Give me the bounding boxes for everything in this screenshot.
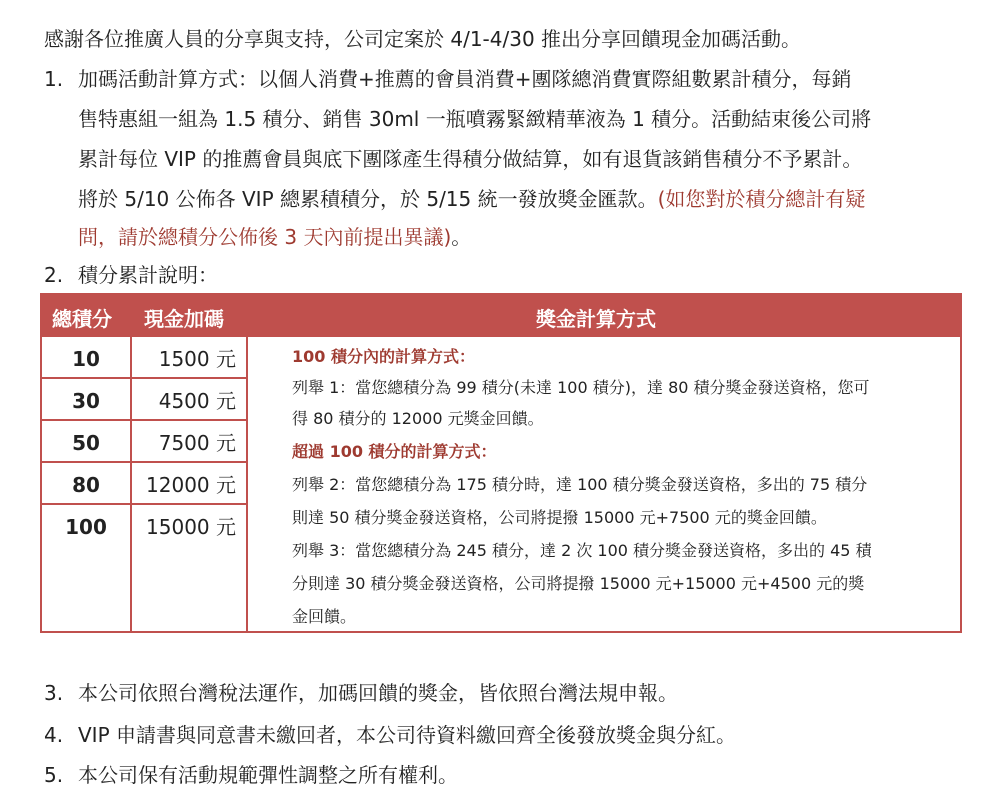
item-4-number: 4.	[44, 723, 64, 747]
item-1-line-2: 售特惠組一組為 1.5 積分、銷售 30ml 一瓶噴霧緊緻精華液為 1 積分。活動結束後公司將	[78, 107, 872, 131]
desc-line: 分則達 30 積分獎金發送資格，公司將提撥 15000 元+15000 元+4500 元的獎	[292, 574, 865, 593]
intro-text: 感謝各位推廣人員的分享與支持，公司定案於 4/1-4/30 推出分享回饋現金加碼活動。	[44, 27, 802, 51]
item-1-note-part2: 問，請於總積分公佈後 3 天內前提出異議)	[78, 225, 452, 249]
table-cell-points: 80	[42, 465, 130, 505]
table-header	[42, 295, 960, 337]
header-total-points: 總積分	[52, 307, 112, 331]
desc-line: 則達 50 積分獎金發送資格，公司將提撥 15000 元+7500 元的獎金回饋。	[292, 508, 827, 527]
item-4-text: VIP 申請書與同意書未繳回者，本公司待資料繳回齊全後發放獎金與分紅。	[78, 723, 736, 747]
item-1-note-end: 。	[451, 225, 472, 249]
table-cell-cash: 12000 元	[132, 465, 246, 505]
table-cell-cash: 4500 元	[132, 381, 246, 421]
header-cash-bonus: 現金加碼	[144, 307, 224, 331]
table-cell-points: 30	[42, 381, 130, 421]
desc-heading-1: 100 積分內的計算方式：	[292, 347, 475, 366]
desc-line: 列舉 2：當您總積分為 175 積分時，達 100 積分獎金發送資格，多出的 75 積分	[292, 475, 868, 494]
table-cell-points: 50	[42, 423, 130, 463]
item-1-line-5	[78, 224, 471, 250]
item-1-note-part1: (如您對於積分總計有疑	[657, 187, 866, 211]
item-2-text: 積分累計說明：	[78, 263, 218, 287]
header-calc-method: 獎金計算方式	[536, 307, 656, 331]
item-3-number: 3.	[44, 681, 64, 705]
item-1-line-3: 累計每位 VIP 的推薦會員與底下團隊產生得積分做結算，如有退貨該銷售積分不予累計。	[78, 147, 863, 171]
desc-line: 列舉 1：當您總積分為 99 積分(未達 100 積分)，達 80 積分獎金發送資格，您可	[292, 378, 870, 397]
item-3-text: 本公司依照台灣稅法運作，加碼回饋的獎金，皆依照台灣法規申報。	[78, 681, 678, 705]
item-1-line-4-text: 將於 5/10 公佈各 VIP 總累積積分，於 5/15 統一發放獎金匯款。	[78, 187, 658, 211]
table-cell-cash: 15000 元	[146, 515, 236, 539]
column-divider	[246, 337, 248, 633]
table-cell-points: 10	[42, 339, 130, 379]
item-1-line-4	[78, 186, 865, 212]
table-cell-cash: 7500 元	[132, 423, 246, 463]
item-5-number: 5.	[44, 763, 64, 787]
desc-line: 列舉 3：當您總積分為 245 積分，達 2 次 100 積分獎金發送資格，多出的 45 積	[292, 541, 872, 560]
table-cell-points: 100	[65, 515, 107, 539]
item-1-number: 1.	[44, 67, 64, 91]
table-cell-cash: 1500 元	[132, 339, 246, 379]
desc-heading-2: 超過 100 積分的計算方式：	[292, 442, 497, 461]
desc-line: 金回饋。	[292, 607, 357, 626]
item-5-text: 本公司保有活動規範彈性調整之所有權利。	[78, 763, 458, 787]
item-1-line-1: 加碼活動計算方式：以個人消費+推薦的會員消費+團隊總消費實際組數累計積分，每銷	[78, 67, 852, 91]
desc-line: 得 80 積分的 12000 元獎金回饋。	[292, 409, 544, 428]
bonus-table	[40, 293, 962, 633]
item-2-number: 2.	[44, 263, 64, 287]
